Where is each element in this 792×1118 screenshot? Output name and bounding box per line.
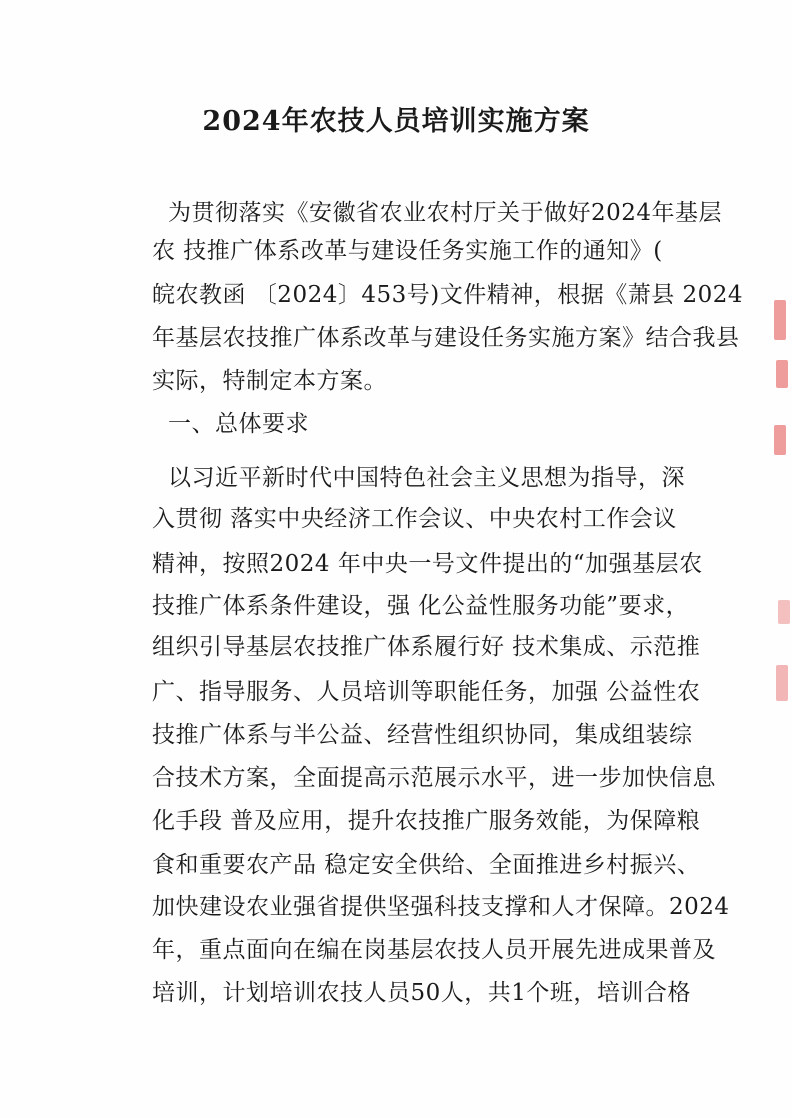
paragraph-line: 食和重要农产品 稳定安全供给、全面推进乡村振兴、 <box>152 852 701 878</box>
seal-fragment <box>778 600 790 624</box>
paragraph-line: 入贯彻 落实中央经济工作会议、中央农村工作会议 <box>152 506 677 532</box>
seal-fragment <box>774 425 786 455</box>
paragraph-line: 合技术方案，全面提高示范展示水平，进一步加快信息 <box>152 765 716 791</box>
paragraph-line: 年基层农技推广体系改革与建设任务实施方案》结合我县 <box>152 325 740 351</box>
paragraph-line: 化手段 普及应用，提升农技推广服务效能，为保障粮 <box>152 808 701 834</box>
section-heading: 一、总体要求 <box>168 411 309 437</box>
paragraph-line: 广、指导服务、人员培训等职能任务，加强 公益性农 <box>152 679 701 705</box>
paragraph-line: 技推广体系条件建设，强 化公益性服务功能”要求， <box>152 593 690 619</box>
paragraph-line: 技推广体系与半公益、经营性组织协同，集成组装综 <box>152 722 693 748</box>
paragraph-line: 加快建设农业强省提供坚强科技支撑和人才保障。2024 <box>152 894 730 920</box>
paragraph-line: 以习近平新时代中国特色社会主义思想为指导，深 <box>168 465 685 491</box>
paragraph-line: 培训，计划培训农技人员50人，共1个班，培训合格 <box>152 980 691 1006</box>
document-title: 2024年农技人员培训实施方案 <box>202 106 590 137</box>
paragraph-line: 农 技推广体系改革与建设任务实施工作的通知》( <box>152 238 663 264</box>
paragraph-line: 精神，按照2024 年中央一号文件提出的“加强基层农 <box>152 551 703 577</box>
paragraph-line: 为贯彻落实《安徽省农业农村厅关于做好2024年基层 <box>168 200 723 226</box>
paragraph-line: 年，重点面向在编在岗基层农技人员开展先进成果普及 <box>152 937 716 963</box>
seal-fragment <box>774 300 786 340</box>
seal-fragment <box>776 665 788 701</box>
seal-fragment <box>776 360 788 388</box>
paragraph-line: 皖农教函 〔2024〕453号)文件精神，根据《萧县 2024 <box>152 282 744 308</box>
paragraph-line: 组织引导基层农技推广体系履行好 技术集成、示范推 <box>152 634 701 660</box>
paragraph-line: 实际，特制定本方案。 <box>152 368 387 394</box>
